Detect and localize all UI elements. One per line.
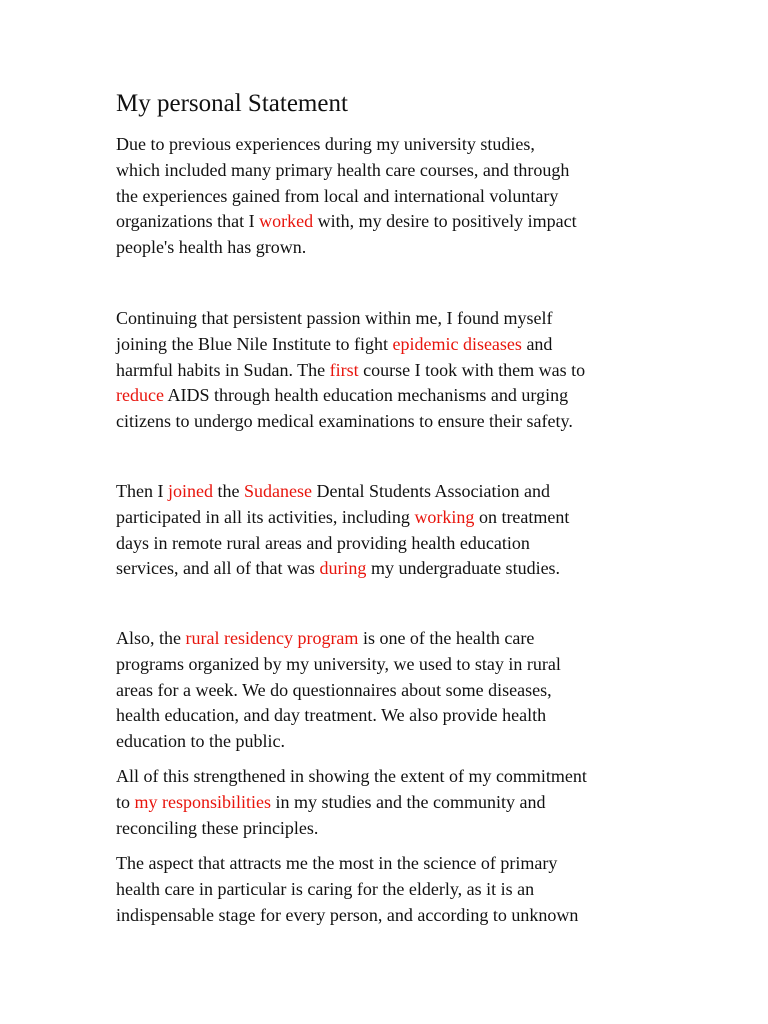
text-line bbox=[116, 209, 676, 235]
paragraph bbox=[116, 764, 676, 841]
text-run: Then I bbox=[116, 481, 168, 501]
text-run: Continuing that persistent passion within me, I found myself bbox=[116, 308, 553, 328]
text-line bbox=[116, 479, 676, 505]
text-run: which included many primary health care courses, and through bbox=[116, 159, 570, 180]
text-line bbox=[116, 184, 676, 210]
highlighted-phrase: worked bbox=[259, 211, 314, 232]
text-run: to bbox=[116, 791, 135, 812]
text-run: participated in all its activities, including bbox=[116, 506, 415, 527]
text-run: services, and all of that was bbox=[116, 558, 320, 579]
text-line bbox=[116, 703, 676, 729]
text-run: course I took with them was to bbox=[358, 359, 586, 380]
text-run: The aspect that attracts me the most in the science of primary bbox=[116, 853, 558, 873]
text-run: people's health has grown. bbox=[116, 237, 307, 258]
highlighted-phrase: my responsibilities bbox=[134, 791, 272, 812]
paragraph bbox=[116, 851, 676, 928]
text-line bbox=[116, 816, 676, 842]
text-run: Also, the bbox=[116, 628, 186, 648]
text-line bbox=[116, 626, 676, 652]
highlighted-phrase: rural residency program bbox=[185, 628, 359, 648]
text-run: Dental Students Association and bbox=[311, 481, 550, 501]
text-run: joining the Blue Nile Institute to fight bbox=[116, 333, 393, 354]
text-line bbox=[116, 235, 676, 261]
text-run: reconciling these principles. bbox=[116, 817, 319, 838]
text-run: my undergraduate studies. bbox=[366, 558, 561, 579]
paragraph bbox=[116, 479, 676, 582]
text-run: All of this strengthened in showing the extent of my commitment bbox=[116, 766, 587, 786]
text-line bbox=[116, 531, 676, 557]
text-run: in my studies and the community and bbox=[271, 791, 546, 812]
text-run: days in remote rural areas and providing health education bbox=[116, 532, 530, 553]
text-line bbox=[116, 306, 676, 332]
text-line bbox=[116, 383, 676, 409]
text-run: with, my desire to positively impact bbox=[313, 211, 577, 232]
text-run: organizations that I bbox=[116, 211, 260, 232]
text-run: and bbox=[521, 333, 553, 354]
text-line bbox=[116, 409, 676, 435]
text-run: citizens to undergo medical examinations to ensure their safety. bbox=[116, 411, 573, 432]
text-run: AIDS through health education mechanisms and urging bbox=[163, 385, 569, 406]
paragraph bbox=[116, 132, 676, 261]
text-run: Due to previous experiences during my university studies, bbox=[116, 134, 535, 154]
text-line bbox=[116, 903, 676, 929]
highlighted-phrase: Sudanese bbox=[243, 481, 312, 501]
text-line bbox=[116, 851, 676, 877]
text-run: the bbox=[212, 481, 244, 501]
text-line bbox=[116, 358, 676, 384]
text-run: indispensable stage for every person, and according to unknown bbox=[116, 904, 579, 925]
text-line bbox=[116, 132, 676, 158]
highlighted-phrase: reduce bbox=[116, 385, 164, 406]
document-title: My personal Statement bbox=[116, 90, 348, 117]
text-line bbox=[116, 678, 676, 704]
text-line bbox=[116, 790, 676, 816]
highlighted-phrase: first bbox=[329, 359, 359, 380]
text-run: education to the public. bbox=[116, 731, 285, 752]
text-line bbox=[116, 556, 676, 582]
text-line bbox=[116, 652, 676, 678]
text-line bbox=[116, 729, 676, 755]
text-line bbox=[116, 332, 676, 358]
highlighted-phrase: working bbox=[414, 506, 475, 527]
text-run: programs organized by my university, we used to stay in rural bbox=[116, 653, 561, 674]
highlighted-phrase: joined bbox=[167, 481, 213, 501]
text-run: is one of the health care bbox=[358, 628, 535, 648]
text-run: areas for a week. We do questionnaires about some diseases, bbox=[116, 679, 552, 700]
paragraph bbox=[116, 306, 676, 435]
text-run: harmful habits in Sudan. The bbox=[116, 359, 330, 380]
text-run: the experiences gained from local and international voluntary bbox=[116, 185, 559, 206]
highlighted-phrase: during bbox=[319, 558, 367, 579]
text-line bbox=[116, 505, 676, 531]
highlighted-phrase: epidemic diseases bbox=[392, 333, 522, 354]
text-run: health education, and day treatment. We also provide health bbox=[116, 705, 547, 726]
text-run: health care in particular is caring for the elderly, as it is an bbox=[116, 878, 535, 899]
text-line bbox=[116, 764, 676, 790]
text-line bbox=[116, 877, 676, 903]
paragraph bbox=[116, 626, 676, 755]
text-line bbox=[116, 158, 676, 184]
text-run: on treatment bbox=[474, 506, 570, 527]
